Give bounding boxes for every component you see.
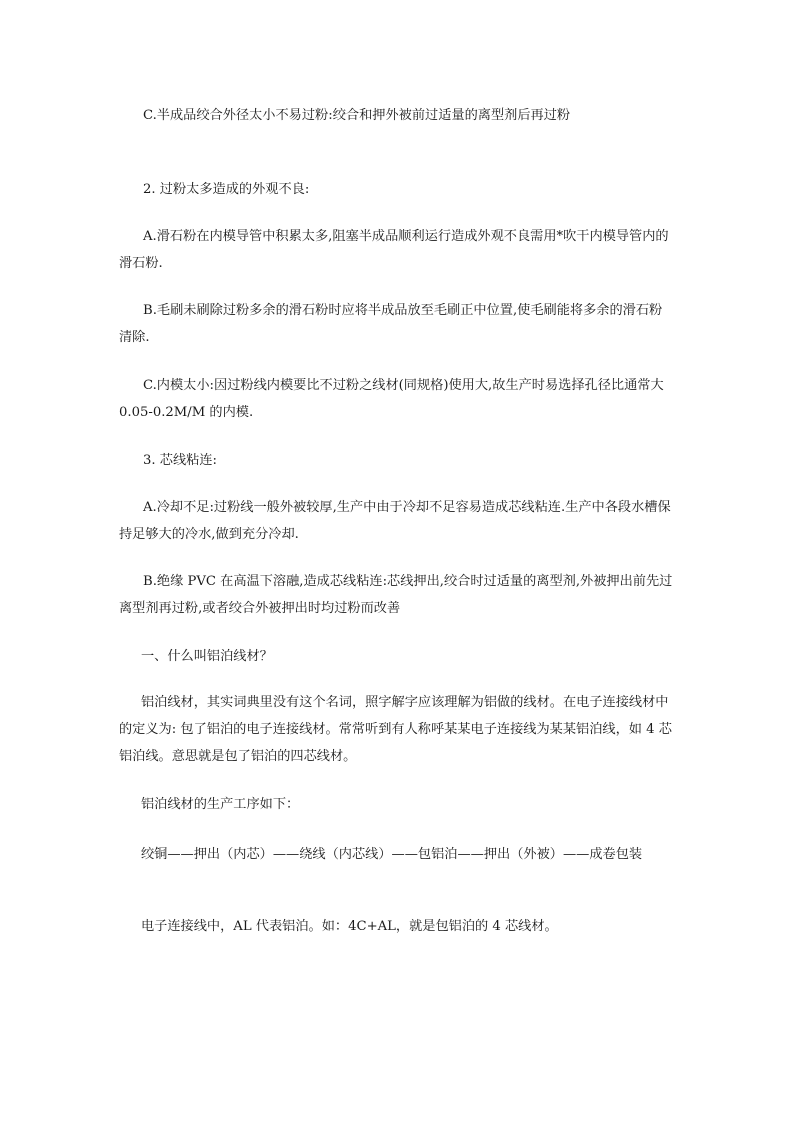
heading-text: 2. 过粉太多造成的外观不良: [143, 182, 310, 197]
paragraph-text: A.冷却不足:过粉线一般外被较厚,生产中由于冷却不足容易造成芯线粘连.生产中各段水槽保持足够大的冷水,做到充分冷却. [119, 500, 671, 542]
paragraph-2c [119, 372, 675, 426]
paragraph-c-semi-product [119, 102, 675, 129]
heading-text: 3. 芯线粘连: [143, 453, 217, 468]
paragraph-al-meaning [119, 913, 675, 940]
paragraph-3a [119, 494, 675, 548]
paragraph-process-intro [119, 791, 675, 818]
paragraph-2b [119, 297, 675, 351]
paragraph-text: C.半成品绞合外径太小不易过粉:绞合和押外被前过适量的离型剂后再过粉 [143, 108, 571, 123]
paragraph-text: C.内模太小:因过粉线内模要比不过粉之线材(同规格)使用大,故生产时易选择孔径比通常大 0.05-0.2M/M 的内模. [119, 378, 664, 420]
paragraph-text: B.毛刷未刷除过粉多余的滑石粉时应将半成品放至毛刷正中位置,使毛刷能将多余的滑石粉清除. [119, 303, 663, 345]
heading-2-excess-powder [119, 176, 675, 203]
paragraph-3b [119, 568, 675, 622]
paragraph-aluminum-definition [119, 689, 675, 770]
paragraph-text: A.滑石粉在内模导管中积累太多,阻塞半成品顺利运行造成外观不良需用*吹干内模导管内的滑石粉. [119, 229, 669, 271]
process-flow: 绞铜——押出（内芯）——绕线（内芯线）——包铝泊——押出（外被）——成卷包装 [141, 847, 643, 862]
paragraph-2a [119, 223, 675, 277]
heading-text: 一、什么叫铝泊线材？ [141, 649, 273, 664]
question-heading [119, 643, 675, 670]
paragraph-text: B.绝缘 PVC 在高温下溶融,造成芯线粘连:芯线押出,绞合时过适量的离型剂,外被押出前先过离型剂再过粉,或者绞合外被押出时均过粉而改善 [119, 574, 673, 616]
paragraph-text: 电子连接线中，AL 代表铝泊。如：4C+AL，就是包铝泊的 4 芯线材。 [141, 919, 558, 934]
paragraph-text: 铝泊线材，其实词典里没有这个名词，照字解字应该理解为铝做的线材。在电子连接线材中的定义为: 包了铝泊的电子连接线材。常常听到有人称呼某某电子连接线为某某铝泊线，如 4 芯铝泊线。意思就是包了铝泊的四芯线材。 [119, 695, 672, 764]
paragraph-text: 铝泊线材的生产工序如下： [141, 797, 300, 812]
heading-3-core-sticking [119, 447, 675, 474]
